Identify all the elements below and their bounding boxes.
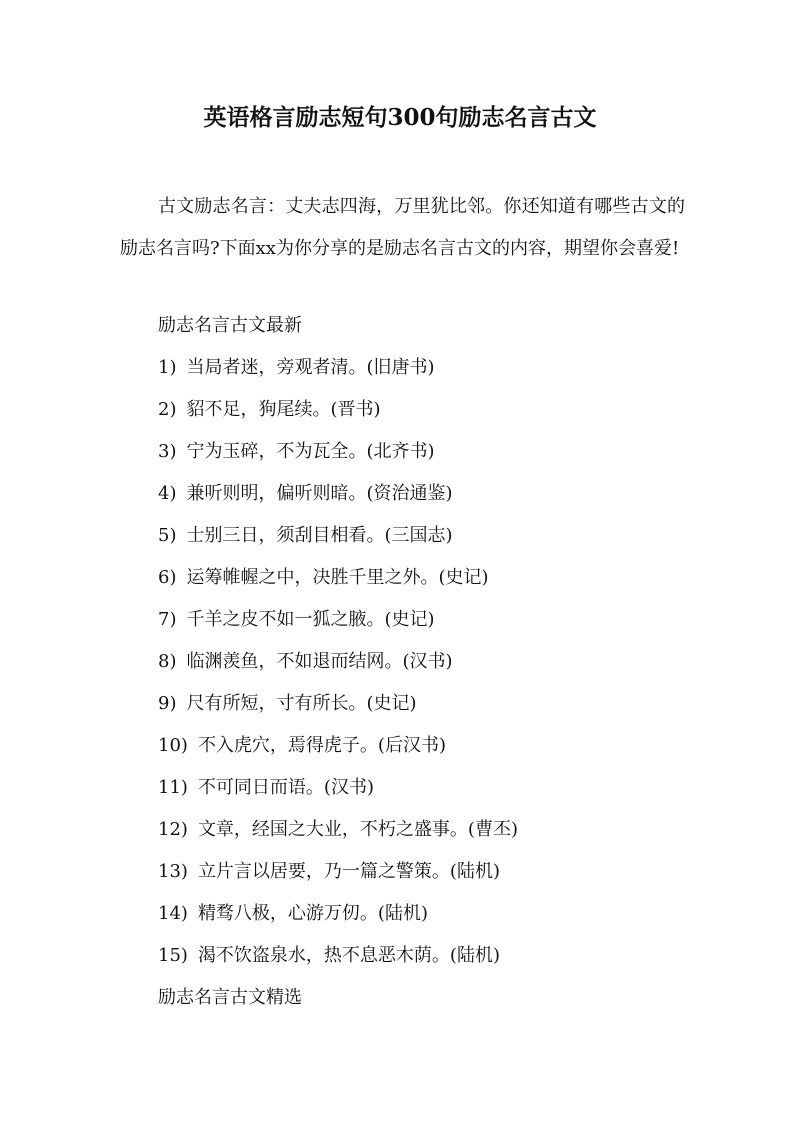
quote-number: 4) xyxy=(158,483,177,504)
page-title: 英语格言励志短句300句励志名言古文 xyxy=(203,104,597,131)
quote-item xyxy=(158,943,500,969)
quote-item xyxy=(158,901,428,927)
quote-item xyxy=(158,649,453,675)
quote-number: 14) xyxy=(158,903,188,924)
quote-text: 立片言以居要，乃一篇之警策。(陆机) xyxy=(197,861,500,882)
section-heading-latest: 励志名言古文最新 xyxy=(158,315,302,336)
quote-number: 11) xyxy=(158,777,188,798)
quote-text: 运筹帷幄之中，决胜千里之外。(史记) xyxy=(186,567,489,588)
quote-number: 5) xyxy=(158,525,177,546)
quote-text: 文章，经国之大业，不朽之盛事。(曹丕) xyxy=(197,819,518,840)
quote-number: 8) xyxy=(158,651,177,672)
intro-paragraph: 古文励志名言：丈夫志四海，万里犹比邻。你还知道有哪些古文的励志名言吗?下面xx为你分享的是励志名言古文的内容，期望你会喜爱! xyxy=(120,196,685,259)
quote-number: 13) xyxy=(158,861,188,882)
quote-item xyxy=(158,439,435,465)
quote-text: 宁为玉碎，不为瓦全。(北齐书) xyxy=(186,441,435,462)
quote-number: 6) xyxy=(158,567,177,588)
quote-number: 1) xyxy=(158,357,177,378)
quote-number: 12) xyxy=(158,819,188,840)
quote-text: 千羊之皮不如一狐之腋。(史记) xyxy=(186,609,435,630)
quote-text: 精骛八极，心游万仞。(陆机) xyxy=(197,903,428,924)
quote-number: 2) xyxy=(158,399,177,420)
quote-item xyxy=(158,733,446,759)
quote-text: 不入虎穴，焉得虎子。(后汉书) xyxy=(197,735,446,756)
quote-text: 当局者迷，旁观者清。(旧唐书) xyxy=(186,357,435,378)
quote-number: 7) xyxy=(158,609,177,630)
quote-text: 尺有所短，寸有所长。(史记) xyxy=(186,693,417,714)
section-heading-selected: 励志名言古文精选 xyxy=(158,987,302,1008)
quote-text: 兼听则明，偏听则暗。(资治通鉴) xyxy=(186,483,453,504)
quote-item xyxy=(158,481,453,507)
quote-item xyxy=(158,607,435,633)
quote-text: 临渊羡鱼，不如退而结网。(汉书) xyxy=(186,651,453,672)
quote-item xyxy=(158,691,417,717)
quote-item xyxy=(158,859,500,885)
quote-number: 3) xyxy=(158,441,177,462)
quote-text: 貂不足，狗尾续。(晋书) xyxy=(186,399,381,420)
quote-item xyxy=(158,397,381,423)
quote-text: 士别三日，须刮目相看。(三国志) xyxy=(186,525,453,546)
quote-item xyxy=(158,523,453,549)
quote-text: 渴不饮盗泉水，热不息恶木荫。(陆机) xyxy=(197,945,500,966)
quote-number: 9) xyxy=(158,693,177,714)
quote-item xyxy=(158,565,489,591)
quote-item xyxy=(158,775,374,801)
quote-item xyxy=(158,817,518,843)
quote-number: 10) xyxy=(158,735,188,756)
quote-text: 不可同日而语。(汉书) xyxy=(197,777,374,798)
quote-item xyxy=(158,355,435,381)
quote-number: 15) xyxy=(158,945,188,966)
